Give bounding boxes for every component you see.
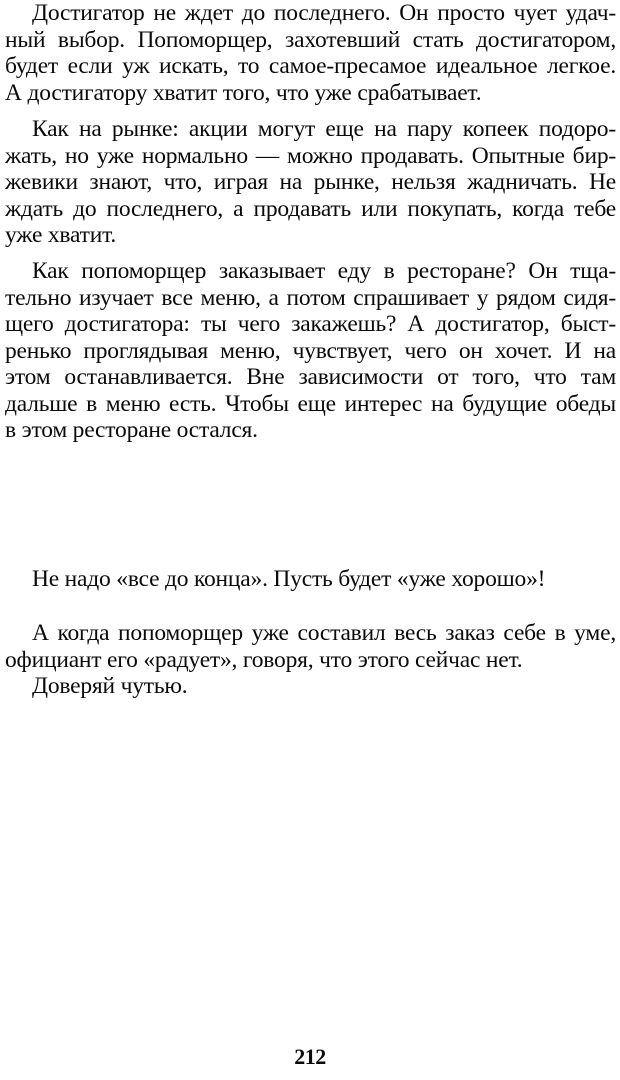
text-line: ный выбор. Попоморщер, захотевший стать достигатором, xyxy=(5,26,616,53)
text-line: ждать до последнего, а продавать или покупать, когда тебе xyxy=(5,195,616,222)
text-line: А когда попоморщер уже составил весь заказ себе в уме, xyxy=(32,620,616,646)
text-line: Как на рынке: акции могут еще на пару копеек подоро- xyxy=(32,116,616,142)
text-line: щего достигатора: ты чего закажешь? А достигатор, быст- xyxy=(5,311,616,337)
text-line: ренько проглядывая меню, чувствует, чего он хочет. И на xyxy=(5,337,616,364)
paragraph xyxy=(5,0,616,106)
text-line: уже хватит. xyxy=(5,222,117,248)
paragraph xyxy=(5,566,616,593)
text-line: жевики знают, что, играя на рынке, нельзя жадничать. Не xyxy=(5,169,616,195)
text-line: жать, но уже нормально — можно продавать. Опытные бир- xyxy=(5,142,616,169)
text-line: официант его «радует», говоря, что этого сейчас нет. xyxy=(5,646,523,673)
text-line: тельно изучает все меню, а потом спрашивает у рядом сидя- xyxy=(5,284,616,311)
paragraph xyxy=(5,258,616,444)
text-line: Достигатор не ждет до последнего. Он просто чует удач- xyxy=(32,0,616,26)
paragraph xyxy=(5,620,616,673)
text-line: Не надо «все до конца». Пусть будет «уже хорошо»! xyxy=(32,566,546,592)
page-number: 212 xyxy=(294,1044,326,1069)
text-line: Как попоморщер заказывает еду в ресторане? Он тща- xyxy=(32,258,616,284)
text-line: этом останавливается. Вне зависимости от того, что там xyxy=(5,364,616,390)
text-line: А достигатору хватит того, что уже срабатывает. xyxy=(5,79,482,106)
text-line: будет если уж искать, то самое-пресамое идеальное легкое. xyxy=(5,53,616,79)
text-line: дальше в меню есть. Чтобы еще интерес на будущие обеды xyxy=(5,390,616,417)
text-line: Доверяй чутью. xyxy=(32,673,188,699)
text-line: в этом ресторане остался. xyxy=(5,417,258,443)
paragraph xyxy=(5,673,616,700)
paragraph xyxy=(5,116,616,249)
